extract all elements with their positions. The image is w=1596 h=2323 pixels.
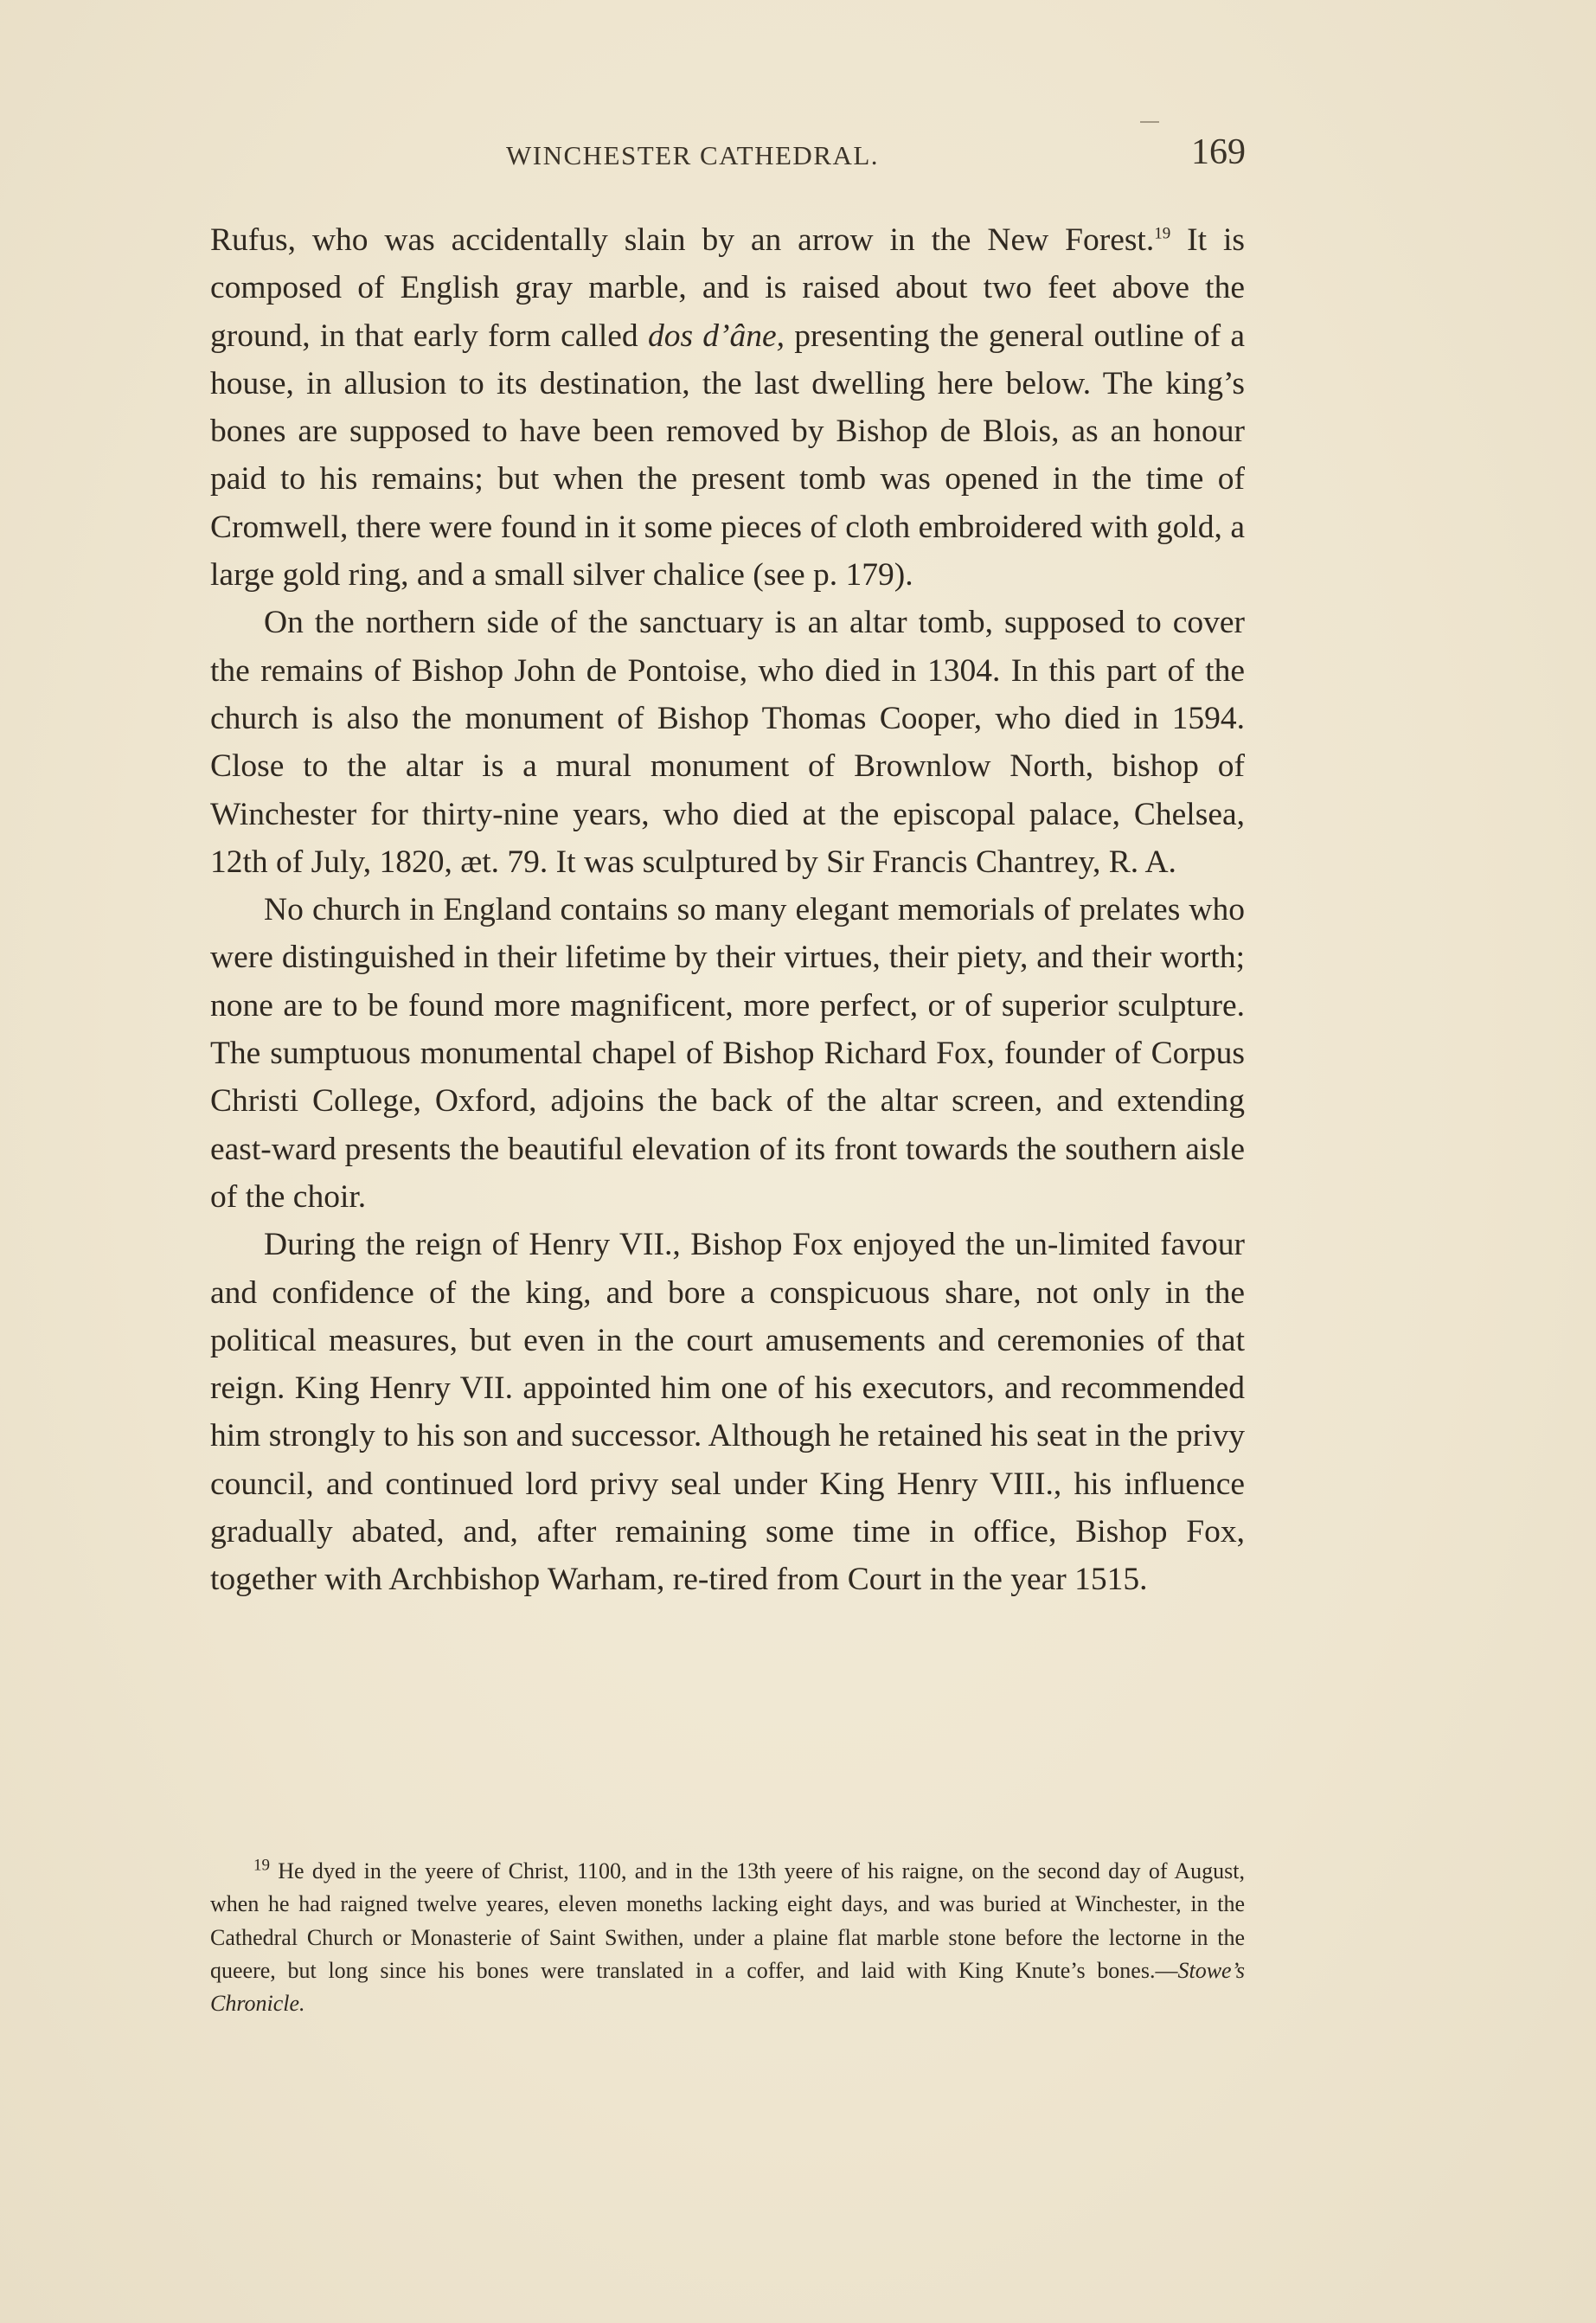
footnote-reference: 19: [1154, 224, 1171, 243]
footnote-source: Stowe’s Chronicle.: [210, 1957, 1245, 2017]
paragraph-1-middle: It is composed of English gray marble, and is raised about two feet above the ground, in that early form called: [210, 222, 1245, 354]
running-title: WINCHESTER CATHEDRAL.: [506, 140, 880, 170]
page-edge-mark: [1140, 121, 1159, 123]
italic-phrase: dos d’âne,: [647, 318, 785, 354]
paragraph-2: On the northern side of the sanctuary is an altar tomb, supposed to cover the remains of Bishop John de Pontoise, who died in 1304. In this part of the church is also the monument of Bishop Thomas Cooper, who died in 1594. Close to the altar is a mural monument of Brownlow North, bishop of Winchester for thirty-nine years, who died at the episcopal palace, Chelsea, 12th of July, 1820, æt. 79. It was sculptured by Sir Francis Chantrey, R. A.: [210, 605, 1245, 880]
page-number: 169: [1191, 132, 1246, 172]
page-header: [208, 132, 1246, 183]
paragraph-1-start: Rufus, who was accidentally slain by an arrow in the New Forest.: [210, 222, 1155, 258]
body-text: [210, 216, 1245, 1604]
footnote-text: He dyed in the yeere of Christ, 1100, and in the 13th yeere of his raigne, on the second day of August, when he had raigned twelve yeares, eleven moneths lacking eight days, and was buried at Winchester, in the Cathedral Church or Monasterie of Saint Swithen, under a plaine flat marble stone before the lectorne in the queere, but long since his bones were translated in a coffer, and laid with King Knute’s bones.—: [210, 1858, 1245, 1983]
paragraph-1: [210, 216, 1245, 599]
paragraph-1-end: presenting the general outline of a house, in allusion to its destination, the last dwelling here below. The king’s bones are supposed to have been removed by Bishop de Blois, as an honour paid to his remains; but when the present tomb was opened in the time of Cromwell, there were found in it some pieces of cloth embroidered with gold, a large gold ring, and a small silver chalice (see p. 179).: [210, 318, 1245, 594]
footnote-marker: 19: [253, 1856, 270, 1875]
paragraph-4: During the reign of Henry VII., Bishop Fox enjoyed the un-limited favour and confidence of the king, and bore a conspicuous share, not only in the political measures, but even in the court amusements and ceremonies of that reign. King Henry VII. appointed him one of his executors, and recommended him strongly to his son and successor. Although he retained his seat in the privy council, and continued lord privy seal under King Henry VIII., his influence gradually abated, and, after remaining some time in office, Bishop Fox, together with Archbishop Warham, re-tired from Court in the year 1515.: [210, 1227, 1245, 1598]
footnote: [210, 1855, 1245, 2020]
paragraph-3: No church in England contains so many elegant memorials of prelates who were distinguished in their lifetime by their virtues, their piety, and their worth; none are to be found more magnificent, more perfect, or of superior sculpture. The sumptuous monumental chapel of Bishop Richard Fox, founder of Corpus Christi College, Oxford, adjoins the back of the altar screen, and extending east-ward presents the beautiful elevation of its front towards the southern aisle of the choir.: [210, 892, 1245, 1215]
